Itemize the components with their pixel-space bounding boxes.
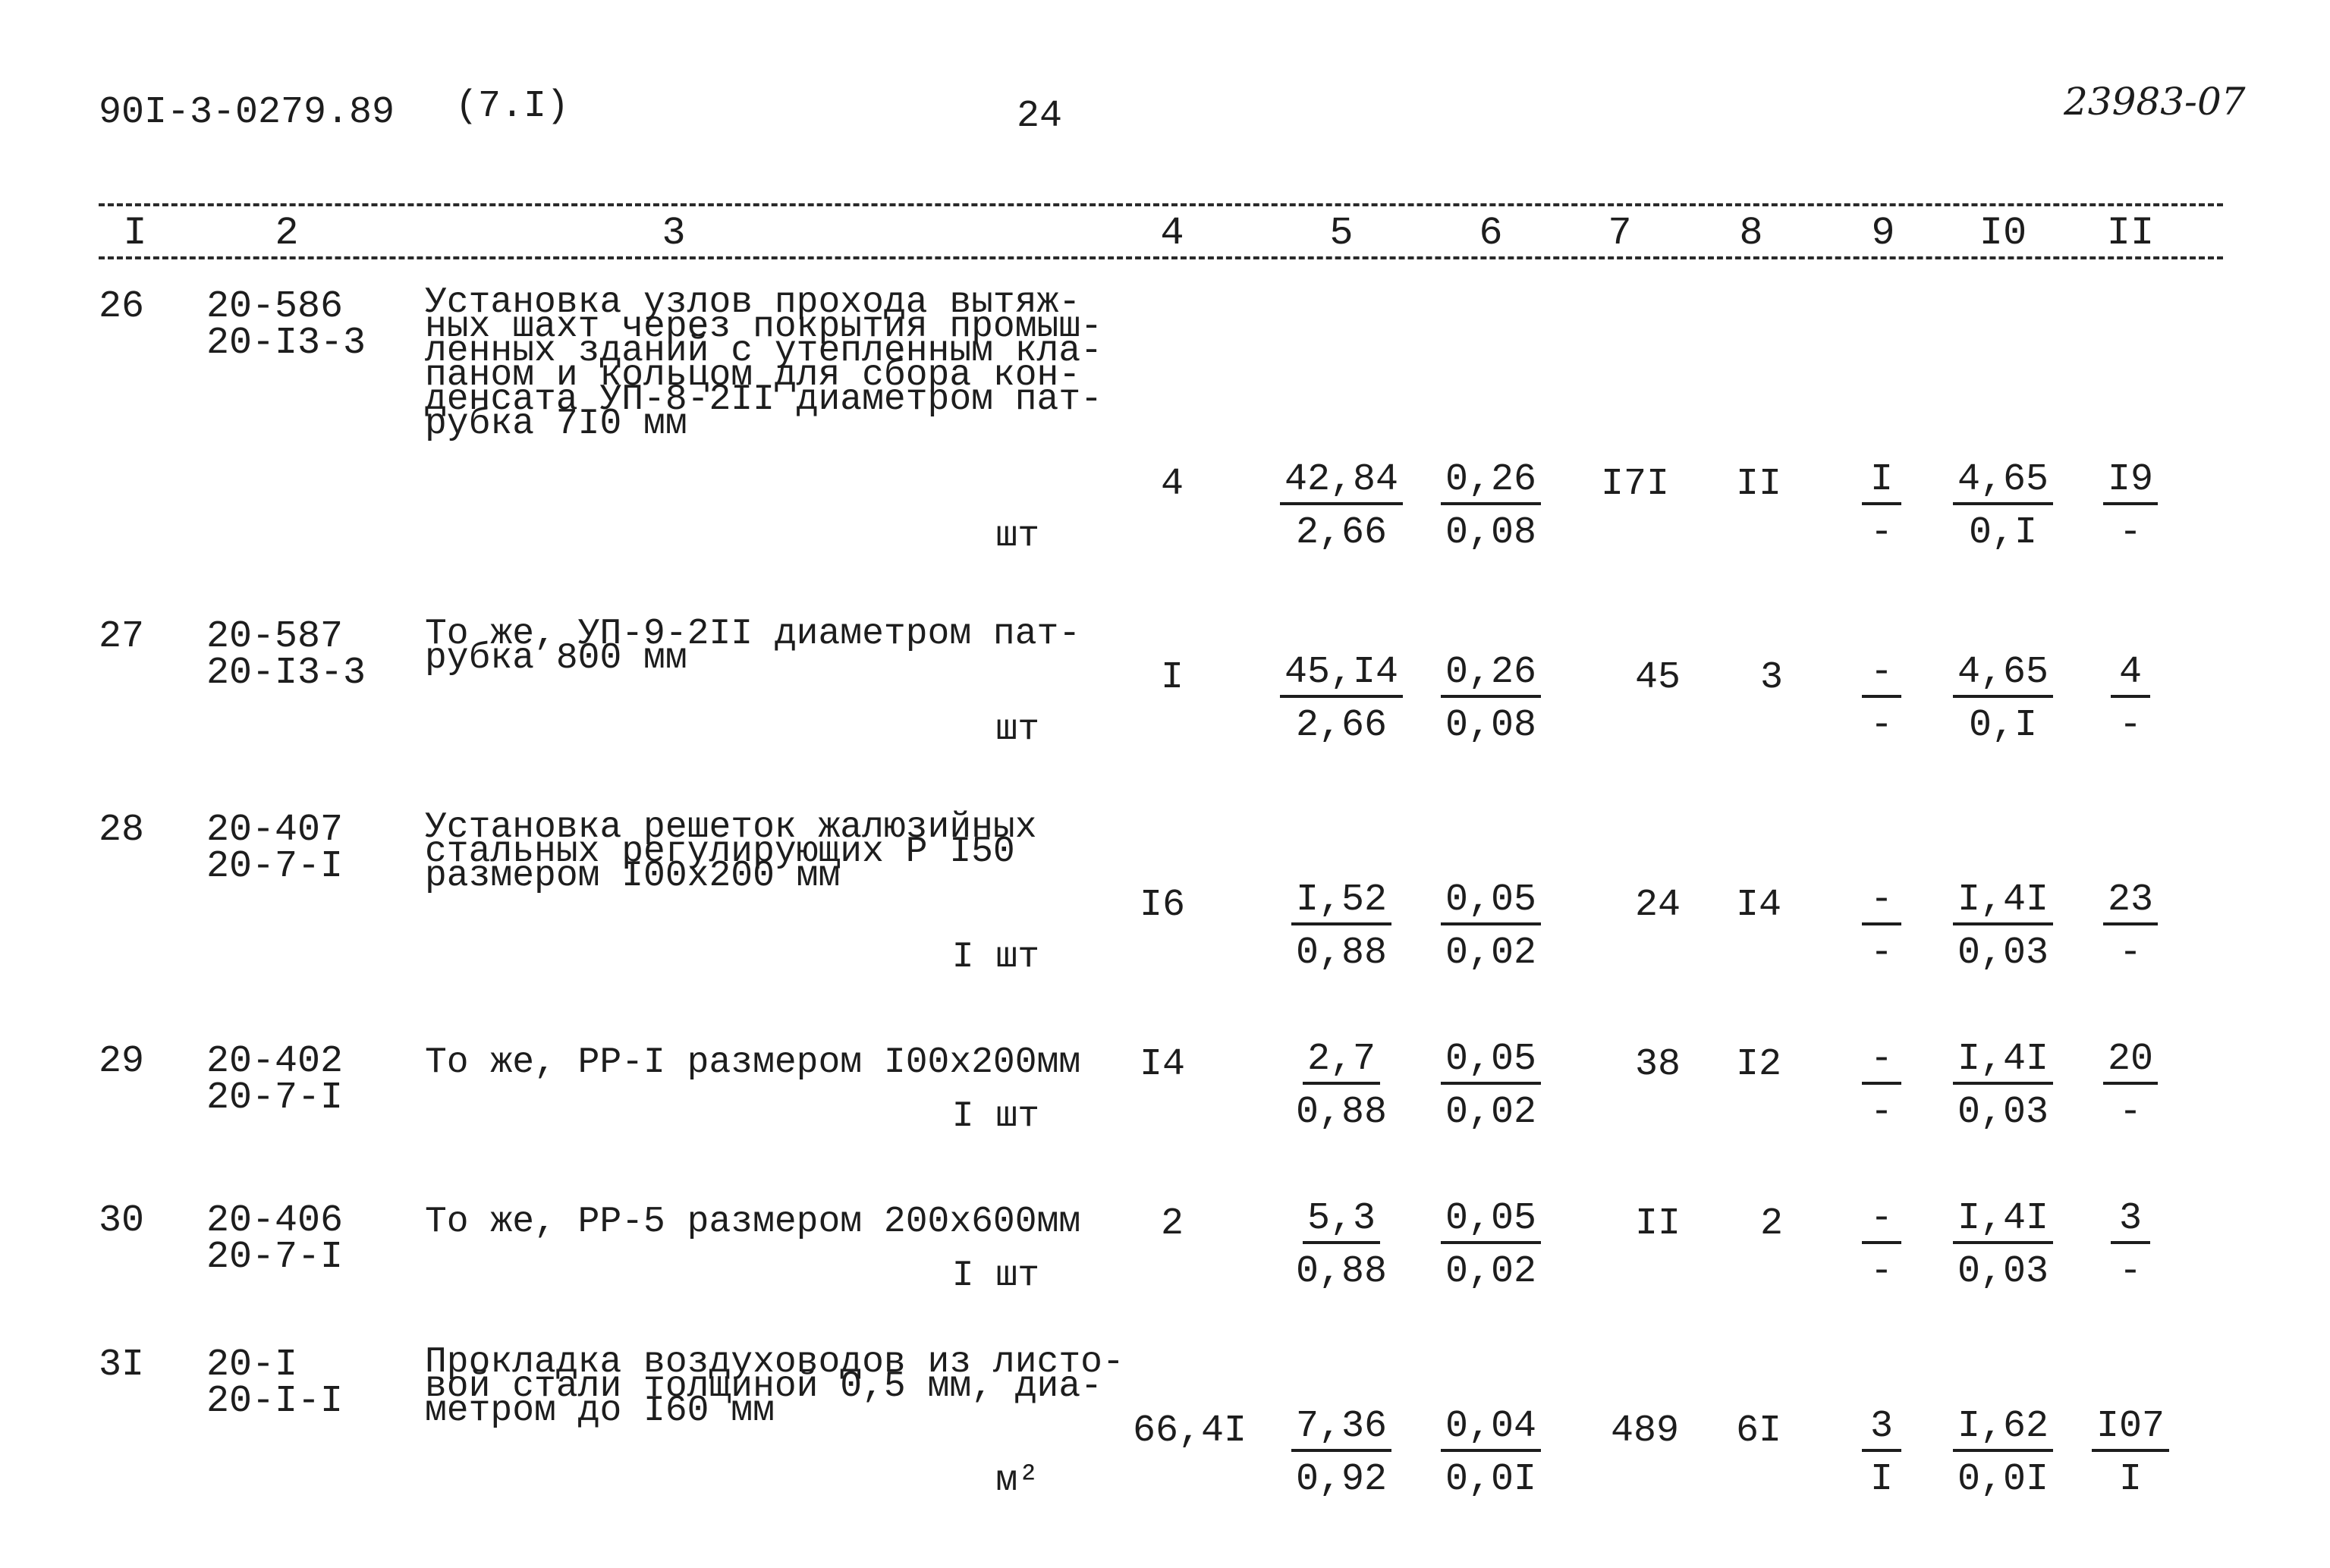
numerator: 3 — [1862, 1408, 1901, 1452]
unit-of-measure: I шт — [951, 1255, 1039, 1296]
quantity: 66,4I — [1132, 1409, 1247, 1453]
unit-of-measure: шт — [995, 709, 1039, 750]
denominator: - — [2118, 1091, 2143, 1134]
numerator: I,4I — [1953, 1041, 2053, 1085]
denominator: - — [2118, 932, 2143, 975]
column-number: 6 — [1479, 211, 1503, 256]
numerator: I9 — [2103, 461, 2158, 505]
labor-fraction — [1953, 458, 2053, 555]
unit-cost-fraction — [1295, 1038, 1388, 1134]
machine-cost-fraction — [1862, 878, 1901, 975]
norm-code: 20-I3-3 — [206, 652, 366, 695]
unit-cost-fraction — [1295, 1197, 1388, 1293]
column-number: 3 — [662, 211, 686, 256]
labor-fraction — [1953, 878, 2053, 975]
numerator: 7,36 — [1291, 1408, 1391, 1452]
denominator: I — [1869, 1458, 1893, 1501]
column-number: I0 — [1979, 211, 2027, 256]
denominator: - — [1869, 932, 1893, 975]
unit-cost-fraction — [1441, 1405, 1541, 1501]
numerator: I,4I — [1953, 1200, 2053, 1244]
numerator: I — [1862, 461, 1901, 505]
header-top-divider — [99, 203, 2223, 206]
quantity: I6 — [1139, 884, 1186, 927]
denominator: 0,02 — [1445, 1091, 1537, 1134]
denominator: 0,I — [1968, 511, 2037, 555]
denominator: 2,66 — [1295, 511, 1388, 555]
total-cost: 489 — [1610, 1409, 1680, 1453]
machine-cost-fraction — [1862, 458, 1901, 555]
denominator: 0,0I — [1957, 1458, 2049, 1501]
work-description: То же, УП-9-2II диаметром пат- рубка 800 мм — [425, 614, 1081, 679]
header-bottom-divider — [99, 256, 2223, 259]
numerator: 5,3 — [1303, 1200, 1380, 1244]
total-cost: 38 — [1634, 1043, 1681, 1086]
numerator: 0,05 — [1441, 881, 1541, 925]
denominator: 2,66 — [1295, 704, 1388, 747]
quantity: 2 — [1160, 1202, 1184, 1246]
numerator: 4 — [2111, 654, 2150, 698]
numerator: 0,04 — [1441, 1408, 1541, 1452]
total-cost: 24 — [1634, 884, 1681, 927]
column-number: 9 — [1871, 211, 1895, 256]
denominator: 0,92 — [1295, 1458, 1388, 1501]
denominator: 0,08 — [1445, 511, 1537, 555]
work-description: То же, РР-5 размером 200x600мм — [425, 1202, 1081, 1243]
denominator: - — [1869, 1091, 1893, 1134]
total-cost: II — [1634, 1202, 1681, 1246]
numerator: - — [1862, 881, 1901, 925]
denominator: 0,03 — [1957, 1091, 2049, 1134]
wages: II — [1735, 463, 1782, 506]
column-number: 2 — [275, 211, 299, 256]
work-description: То же, РР-I размером I00x200мм — [425, 1042, 1081, 1083]
numerator: 42,84 — [1280, 461, 1403, 505]
labor-total-fraction — [2111, 651, 2150, 747]
unit-cost-fraction — [1280, 651, 1403, 747]
total-cost: I7I — [1600, 463, 1670, 506]
denominator: - — [1869, 511, 1893, 555]
price-code: 20-407 — [206, 809, 344, 852]
unit-cost-fraction — [1280, 458, 1403, 555]
labor-fraction — [1953, 651, 2053, 747]
norm-code: 20-7-I — [206, 1236, 344, 1279]
unit-cost-fraction — [1291, 878, 1391, 975]
denominator: I — [2118, 1458, 2143, 1501]
numerator: - — [1862, 1041, 1901, 1085]
denominator: 0,03 — [1957, 932, 2049, 975]
quantity: I — [1160, 656, 1184, 699]
work-description: Прокладка воздуховодов из листо- вой стали толщиной 0,5 мм, диа- метром до I60 мм — [425, 1342, 1124, 1431]
row-number: 29 — [99, 1040, 145, 1083]
norm-code: 20-7-I — [206, 1076, 344, 1120]
labor-total-fraction — [2103, 1038, 2158, 1134]
denominator: - — [1869, 704, 1893, 747]
labor-total-fraction — [2092, 1405, 2169, 1501]
price-code: 20-586 — [206, 285, 344, 328]
labor-fraction — [1953, 1038, 2053, 1134]
denominator: 0,88 — [1295, 1250, 1388, 1293]
denominator: 0,I — [1968, 704, 2037, 747]
wages: I2 — [1735, 1043, 1782, 1086]
unit-cost-fraction — [1441, 878, 1541, 975]
numerator: I07 — [2092, 1408, 2169, 1452]
total-cost: 45 — [1634, 656, 1681, 699]
wages: 6I — [1735, 1409, 1782, 1453]
price-code: 20-I — [206, 1343, 298, 1387]
unit-cost-fraction — [1441, 1038, 1541, 1134]
row-number: 26 — [99, 285, 145, 328]
column-number: 7 — [1608, 211, 1632, 256]
inventory-stamp: 23983-07 — [2064, 80, 2246, 124]
numerator: 0,26 — [1441, 461, 1541, 505]
wages: I4 — [1735, 884, 1782, 927]
row-number: 28 — [99, 809, 145, 852]
denominator: 0,0I — [1445, 1458, 1537, 1501]
unit-cost-fraction — [1441, 1197, 1541, 1293]
unit-cost-fraction — [1441, 651, 1541, 747]
labor-fraction — [1953, 1405, 2053, 1501]
price-code: 20-587 — [206, 615, 344, 658]
wages: 3 — [1759, 656, 1784, 699]
unit-cost-fraction — [1291, 1405, 1391, 1501]
column-number: 5 — [1329, 211, 1354, 256]
column-number: I — [123, 211, 147, 256]
numerator: 23 — [2103, 881, 2158, 925]
wages: 2 — [1759, 1202, 1784, 1246]
row-number: 30 — [99, 1199, 145, 1243]
quantity: I4 — [1139, 1043, 1186, 1086]
unit-of-measure: м² — [995, 1460, 1039, 1501]
unit-of-measure: шт — [995, 516, 1039, 557]
denominator: 0,88 — [1295, 932, 1388, 975]
numerator: I,52 — [1291, 881, 1391, 925]
numerator: 20 — [2103, 1041, 2158, 1085]
norm-code: 20-7-I — [206, 845, 344, 888]
machine-cost-fraction — [1862, 1197, 1901, 1293]
denominator: - — [2118, 1250, 2142, 1293]
numerator: 4,65 — [1953, 654, 2053, 698]
norm-code: 20-I3-3 — [206, 322, 366, 365]
denominator: 0,03 — [1957, 1250, 2049, 1293]
machine-cost-fraction — [1862, 1038, 1901, 1134]
numerator: 0,05 — [1441, 1200, 1541, 1244]
machine-cost-fraction — [1862, 651, 1901, 747]
price-code: 20-402 — [206, 1040, 344, 1083]
numerator: 45,I4 — [1280, 654, 1403, 698]
numerator: 4,65 — [1953, 461, 2053, 505]
row-number: 3I — [99, 1343, 145, 1387]
quantity: 4 — [1160, 463, 1184, 506]
labor-total-fraction — [2103, 878, 2158, 975]
work-description: Установка узлов прохода вытяж- ных шахт через покрытия промыш- ленных зданий с утепленным кла- паном и кольцом для сбора кон- денсата УП-8-2II диаметром пат- рубка 7I0 мм — [425, 282, 1102, 445]
denominator: 0,02 — [1445, 932, 1537, 975]
unit-cost-fraction — [1441, 458, 1541, 555]
numerator: 0,26 — [1441, 654, 1541, 698]
column-number: 8 — [1739, 211, 1763, 256]
unit-of-measure: I шт — [951, 1096, 1039, 1137]
numerator: - — [1862, 1200, 1901, 1244]
numerator: - — [1862, 654, 1901, 698]
section-number: (7.I) — [455, 85, 570, 128]
denominator: - — [1869, 1250, 1893, 1293]
labor-total-fraction — [2111, 1197, 2150, 1293]
document-code: 90I-3-0279.89 — [99, 91, 395, 134]
numerator: 0,05 — [1441, 1041, 1541, 1085]
denominator: 0,88 — [1295, 1091, 1388, 1134]
norm-code: 20-I-I — [206, 1380, 344, 1423]
labor-fraction — [1953, 1197, 2053, 1293]
numerator: 2,7 — [1303, 1041, 1380, 1085]
numerator: I,4I — [1953, 881, 2053, 925]
column-number: II — [2106, 211, 2155, 256]
denominator: 0,02 — [1445, 1250, 1537, 1293]
numerator: 3 — [2111, 1200, 2150, 1244]
denominator: 0,08 — [1445, 704, 1537, 747]
column-number: 4 — [1160, 211, 1184, 256]
price-code: 20-406 — [206, 1199, 344, 1243]
unit-of-measure: I шт — [951, 937, 1039, 978]
denominator: - — [2118, 511, 2143, 555]
row-number: 27 — [99, 615, 145, 658]
numerator: I,62 — [1953, 1408, 2053, 1452]
machine-cost-fraction — [1862, 1405, 1901, 1501]
labor-total-fraction — [2103, 458, 2158, 555]
work-description: Установка решеток жалюзийных стальных регулирующих Р I50 размером I00x200 мм — [425, 807, 1037, 897]
page-number: 24 — [1017, 95, 1063, 138]
denominator: - — [2118, 704, 2142, 747]
